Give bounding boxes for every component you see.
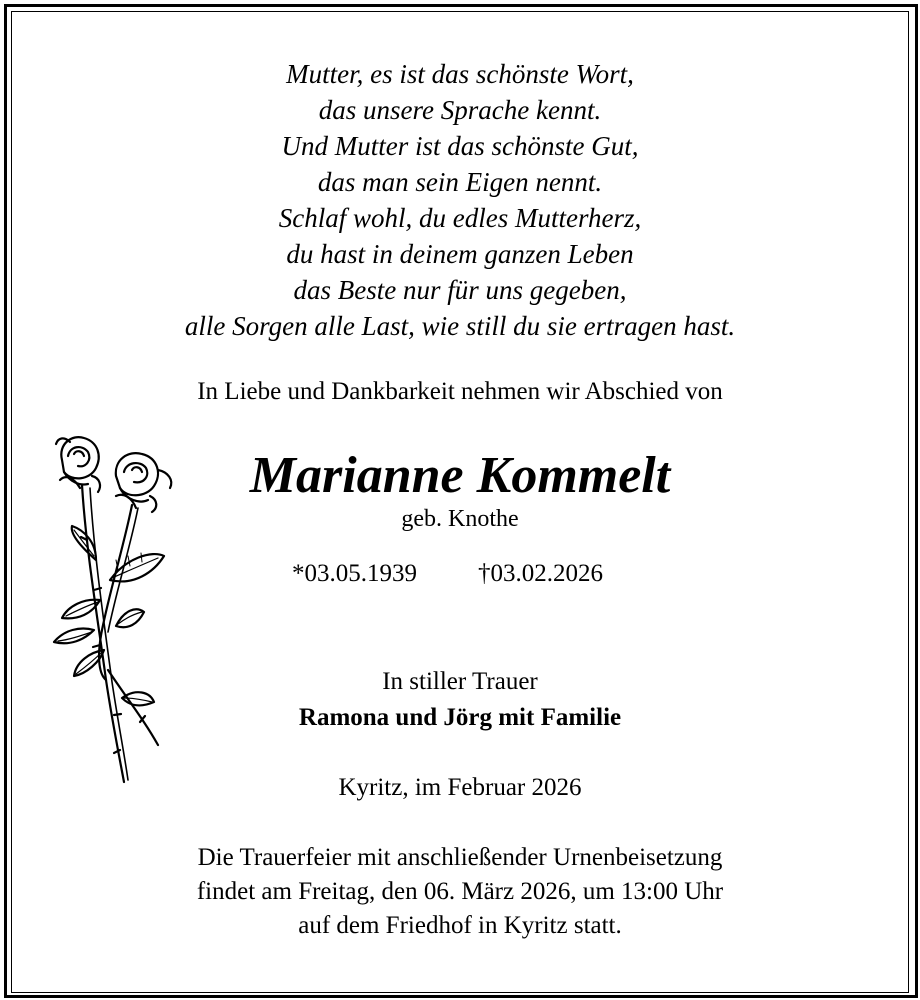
mourning-heading: In stiller Trauer [382, 668, 538, 695]
ceremony-line: findet am Freitag, den 06. März 2026, um 13:00 Uhr [196, 878, 724, 905]
mourners-names: Ramona und Jörg mit Familie [298, 704, 622, 731]
birth-date: *03.05.1939 [292, 560, 417, 587]
deceased-name: Marianne Kommelt [249, 447, 671, 504]
ceremony-line: auf dem Friedhof in Kyritz statt. [298, 912, 622, 939]
poem-line: Und Mutter ist das schönste Gut, [281, 131, 639, 161]
poem-line: Mutter, es ist das schönste Wort, [286, 59, 634, 89]
poem-line: das unsere Sprache kennt. [318, 95, 602, 125]
poem-line: das Beste nur für uns gegeben, [293, 275, 627, 305]
poem-line: alle Sorgen alle Last, wie still du sie ertragen hast. [184, 311, 736, 341]
poem-line: du hast in deinem ganzen Leben [286, 239, 634, 269]
ceremony-line: Die Trauerfeier mit anschließender Urnenbeisetzung [197, 844, 723, 871]
poem-line: das man sein Eigen nennt. [317, 167, 603, 197]
farewell-intro: In Liebe und Dankbarkeit nehmen wir Abschied von [197, 378, 723, 405]
death-date: †03.02.2026 [478, 560, 603, 587]
place-date: Kyritz, im Februar 2026 [338, 774, 582, 801]
birth-name: geb. Knothe [401, 506, 519, 532]
roses-illustration-icon [40, 430, 190, 790]
poem-line: Schlaf wohl, du edles Mutterherz, [278, 203, 642, 233]
